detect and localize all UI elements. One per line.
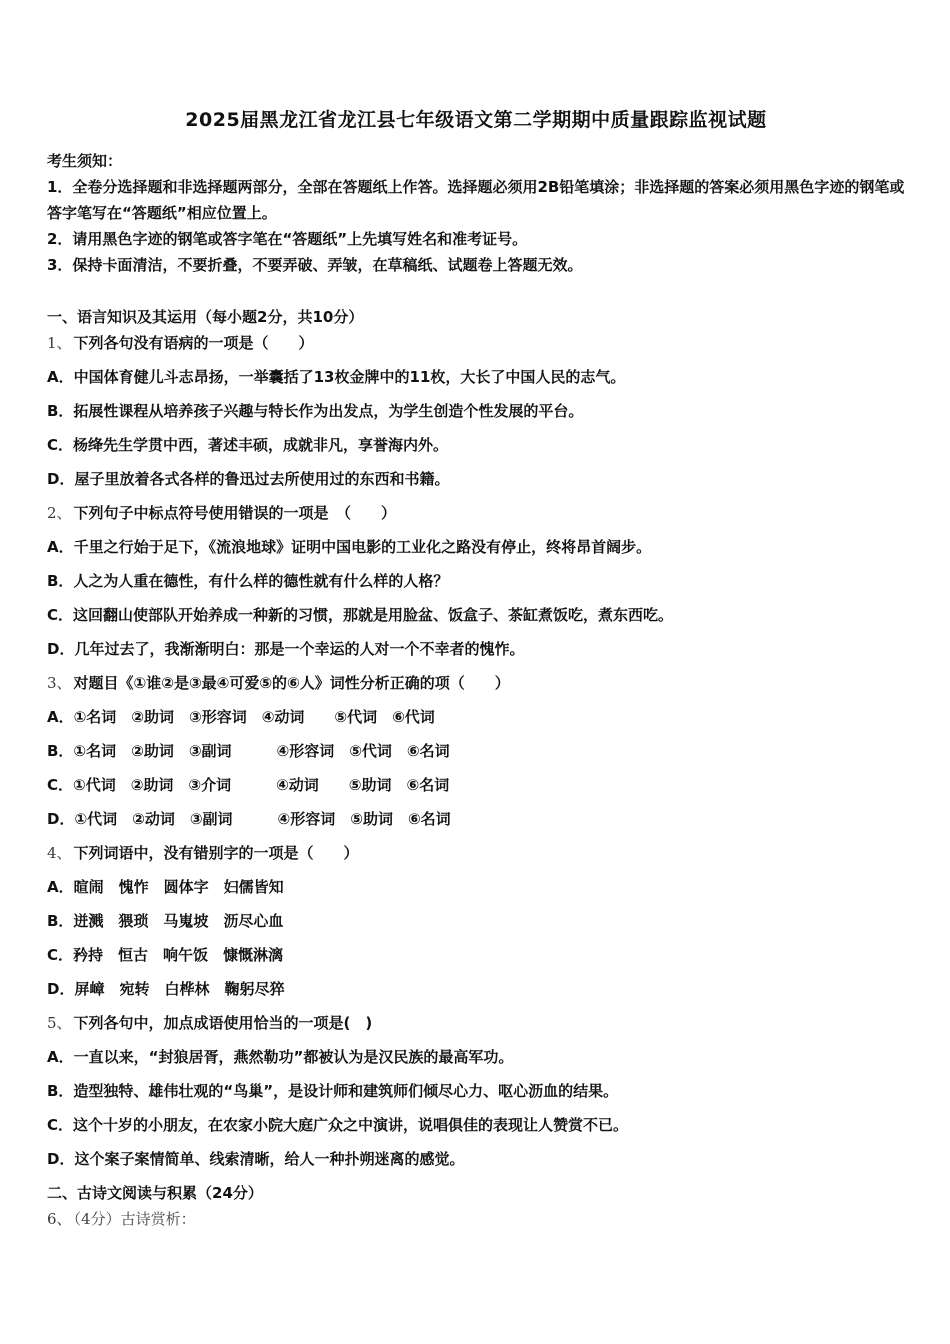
question-1-number: 1、 [47, 334, 72, 352]
question-3-option-a: A．①名词 ②助词 ③形容词 ④动词 ⑤代词 ⑥代词 [47, 708, 435, 726]
question-5-stem: 下列各句中，加点成语使用恰当的一项是( ) [73, 1014, 373, 1032]
question-3-number: 3、 [47, 674, 72, 692]
question-4-option-b: B．迸溅 猥琐 马嵬坡 沥尽心血 [47, 912, 284, 930]
question-1-stem-line [47, 330, 905, 356]
question-5-stem-line [47, 1010, 905, 1036]
question-2-option-a: A．千里之行始于足下，《流浪地球》证明中国电影的工业化之路没有停止，终将昂首阔步。 [47, 538, 652, 556]
question-4-stem-line [47, 840, 905, 866]
question-3-option-c: C．①代词 ②助词 ③介词 ④动词 ⑤助词 ⑥名词 [47, 776, 450, 794]
question-5 [47, 1010, 905, 1172]
question-2-number: 2、 [47, 504, 72, 522]
question-4-stem: 下列词语中，没有错别字的一项是（ ） [73, 844, 359, 862]
question-1-option-c: C．杨绛先生学贯中西，著述丰硕，成就非凡，享誉海内外。 [47, 436, 449, 454]
question-3-option-d: D．①代词 ②动词 ③副词 ④形容词 ⑤助词 ⑥名词 [47, 810, 451, 828]
notice-heading: 考生须知： [47, 152, 123, 170]
candidate-notice [47, 148, 905, 278]
question-3-stem: 对题目《①谁②是③最④可爱⑤的⑥人》词性分析正确的项（ ） [73, 674, 510, 692]
notice-item-3: 3．保持卡面清洁，不要折叠，不要弄破、弄皱，在草稿纸、试题卷上答题无效。 [47, 256, 583, 274]
question-1-stem: 下列各句没有语病的一项是（ ） [73, 334, 314, 352]
question-1 [47, 330, 905, 492]
question-1-option-d: D．屋子里放着各式各样的鲁迅过去所使用过的东西和书籍。 [47, 470, 450, 488]
question-1-option-b: B．拓展性课程从培养孩子兴趣与特长作为出发点，为学生创造个性发展的平台。 [47, 402, 584, 420]
section-2-classical-reading [47, 1180, 905, 1232]
question-4-number: 4、 [47, 844, 72, 862]
section-1-language-knowledge [47, 304, 905, 1172]
question-3-stem-line [47, 670, 905, 696]
question-2 [47, 500, 905, 662]
question-4 [47, 840, 905, 1002]
question-3-option-b: B．①名词 ②助词 ③副词 ④形容词 ⑤代词 ⑥名词 [47, 742, 450, 760]
question-5-option-a: A．一直以来，“封狼居胥，燕然勒功”都被认为是汉民族的最高军功。 [47, 1048, 514, 1066]
page-title: 2025届黑龙江省龙江县七年级语文第二学期期中质量跟踪监视试题 [185, 109, 767, 131]
section-2-heading: 二、古诗文阅读与积累（24分） [47, 1184, 263, 1202]
section-1-heading: 一、语言知识及其运用（每小题2分，共10分） [47, 308, 364, 326]
question-1-option-a: A．中国体育健儿斗志昂扬，一举囊括了13枚金牌中的11枚，大长了中国人民的志气。 [47, 368, 626, 386]
question-5-number: 5、 [47, 1014, 72, 1032]
question-5-option-c: C．这个十岁的小朋友，在农家小院大庭广众之中演讲，说唱俱佳的表现让人赞赏不已。 [47, 1116, 629, 1134]
notice-item-1: 1．全卷分选择题和非选择题两部分，全部在答题纸上作答。选择题必须用2B铅笔填涂；非选择题的答案必须用黑色字迹的钢笔或答字笔写在“答题纸”相应位置上。 [47, 178, 905, 222]
question-2-stem-line [47, 500, 905, 526]
question-3 [47, 670, 905, 832]
question-4-option-a: A．暄闹 愧怍 圆体字 妇儒皆知 [47, 878, 284, 896]
question-2-option-b: B．人之为人重在德性，有什么样的德性就有什么样的人格？ [47, 572, 449, 590]
question-6-number: 6、 [47, 1210, 72, 1228]
question-4-option-c: C．矜持 恒古 响午饭 慷慨淋漓 [47, 946, 284, 964]
question-2-stem: 下列句子中标点符号使用错误的一项是 （ ） [73, 504, 397, 522]
question-2-option-d: D．几年过去了，我渐渐明白：那是一个幸运的人对一个不幸者的愧怍。 [47, 640, 525, 658]
question-6-stem-line [47, 1206, 905, 1232]
question-6-stem: （4分）古诗赏析： [73, 1210, 196, 1228]
question-2-option-c: C．这回翻山使部队开始养成一种新的习惯，那就是用脸盆、饭盒子、茶缸煮饭吃，煮东西吃。 [47, 606, 674, 624]
question-6 [47, 1206, 905, 1232]
question-5-option-d: D．这个案子案情简单、线索清晰，给人一种扑朔迷离的感觉。 [47, 1150, 465, 1168]
notice-item-2: 2．请用黑色字迹的钢笔或答字笔在“答题纸”上先填写姓名和准考证号。 [47, 230, 528, 248]
question-5-option-b: B．造型独特、雄伟壮观的“鸟巢”，是设计师和建筑师们倾尽心力、呕心沥血的结果。 [47, 1082, 619, 1100]
question-4-option-d: D．屏嶂 宛转 白桦林 鞠躬尽猝 [47, 980, 285, 998]
